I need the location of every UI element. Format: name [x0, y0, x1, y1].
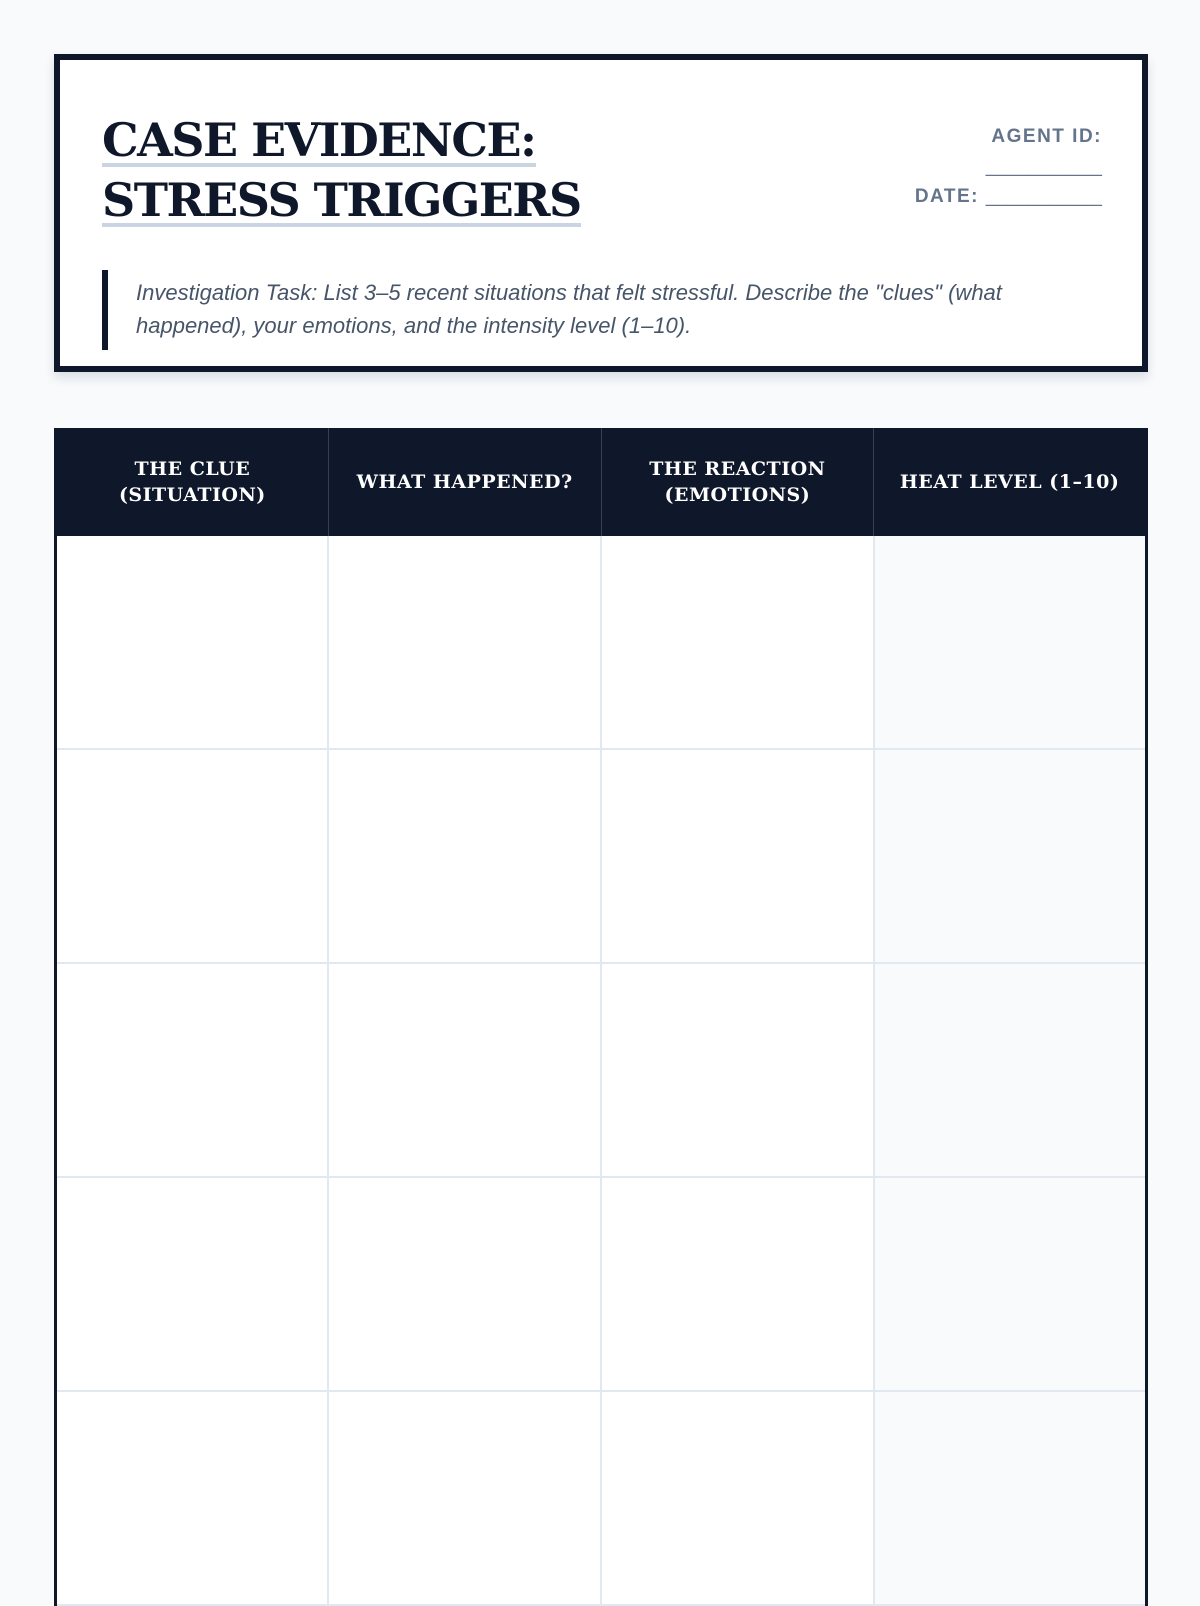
date-label: DATE: — [914, 186, 979, 207]
reaction-cell[interactable] — [601, 963, 874, 1177]
heat-level-cell[interactable] — [874, 1177, 1147, 1391]
clue-cell[interactable] — [56, 536, 329, 749]
column-header-clue-line2: (SITUATION) — [118, 484, 266, 506]
column-header-clue — [56, 428, 329, 536]
reaction-cell[interactable] — [601, 1177, 874, 1391]
heat-level-cell[interactable] — [874, 749, 1147, 963]
heat-level-cell[interactable] — [874, 536, 1147, 749]
reaction-cell[interactable] — [601, 536, 874, 749]
column-header-what-happened — [328, 428, 601, 536]
date-line — [915, 182, 1102, 212]
date-blank[interactable]: ___________ — [985, 186, 1102, 207]
table-row — [56, 963, 1147, 1177]
column-header-heat-level — [874, 428, 1147, 536]
case-meta — [915, 122, 1102, 212]
agent-id-blank-line[interactable] — [915, 152, 1102, 182]
page-title-text: CASE EVIDENCE: STRESS TRIGGERS — [102, 113, 581, 227]
reaction-cell[interactable] — [601, 1391, 874, 1605]
heat-level-cell[interactable] — [874, 1391, 1147, 1605]
table-header-row — [56, 428, 1147, 536]
table-row — [56, 1391, 1147, 1605]
column-header-reaction-line1: THE REACTION — [649, 458, 826, 480]
table-header — [56, 428, 1147, 536]
evidence-table — [54, 428, 1148, 1606]
table-body — [56, 536, 1147, 1605]
what-happened-cell[interactable] — [328, 749, 601, 963]
reaction-cell[interactable] — [601, 749, 874, 963]
table-row — [56, 749, 1147, 963]
case-header-card — [54, 54, 1148, 372]
column-header-heat-level-line1: HEAT LEVEL (1–10) — [899, 471, 1120, 493]
heat-level-cell[interactable] — [874, 963, 1147, 1177]
what-happened-cell[interactable] — [328, 536, 601, 749]
clue-cell[interactable] — [56, 963, 329, 1177]
clue-cell[interactable] — [56, 1391, 329, 1605]
investigation-task: Investigation Task: List 3–5 recent situations that felt stressful. Describe the "clues" (what happened), your emotions, and the intensity level (1–10). — [102, 270, 1082, 350]
column-header-reaction-line2: (EMOTIONS) — [664, 484, 811, 506]
clue-cell[interactable] — [56, 1177, 329, 1391]
column-header-reaction — [601, 428, 874, 536]
agent-id-blank[interactable]: ___________ — [985, 156, 1102, 177]
what-happened-cell[interactable] — [328, 963, 601, 1177]
what-happened-cell[interactable] — [328, 1177, 601, 1391]
what-happened-cell[interactable] — [328, 1391, 601, 1605]
column-header-what-happened-line1: WHAT HAPPENED? — [356, 471, 573, 493]
table-row — [56, 1177, 1147, 1391]
clue-cell[interactable] — [56, 749, 329, 963]
page-title — [102, 110, 742, 230]
agent-id-label: AGENT ID: — [991, 126, 1102, 147]
table-row — [56, 536, 1147, 749]
agent-id-line — [915, 122, 1102, 152]
column-header-clue-line1: THE CLUE — [134, 458, 251, 480]
